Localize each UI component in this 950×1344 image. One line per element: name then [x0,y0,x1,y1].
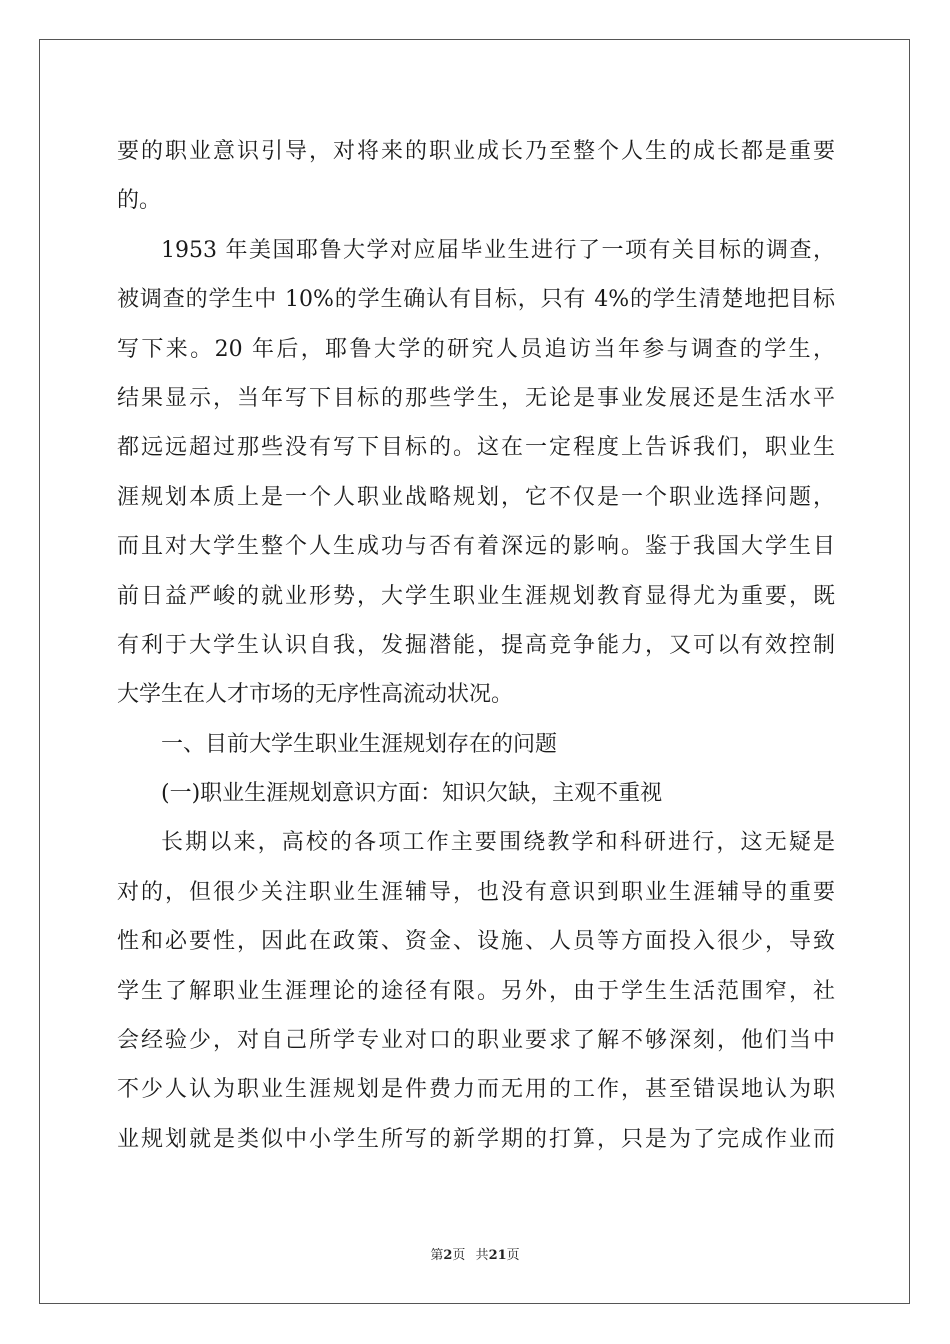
text-line: 都远远超过那些没有写下目标的。这在一定程度上告诉我们，职业生 [117,435,835,461]
page-prefix: 第 [430,1248,444,1263]
text-line: 会经验少，对自己所学专业对口的职业要求了解不够深刻，他们当中 [117,1028,835,1054]
text-line: 业规划就是类似中小学生所写的新学期的打算，只是为了完成作业而 [117,1126,835,1152]
text-line: 长期以来，高校的各项工作主要围绕教学和科研进行，这无疑是 [161,830,835,856]
text-line: 1953 年美国耶鲁大学对应届毕业生进行了一项有关目标的调查， [161,237,835,263]
text-line: 写下来。20 年后，耶鲁大学的研究人员追访当年参与调查的学生， [117,336,835,362]
text-line: 而且对大学生整个人生成功与否有着深远的影响。鉴于我国大学生目 [117,534,835,560]
text-line: 前日益严峻的就业形势，大学生职业生涯规划教育显得尤为重要，既 [117,583,835,609]
page-indicator [430,1248,465,1263]
text-line: 一、目前大学生职业生涯规划存在的问题 [161,731,558,757]
text-line: 不少人认为职业生涯规划是件费力而无用的工作，甚至错误地认为职 [117,1077,835,1103]
text-line: 的。 [117,188,162,214]
total-prefix: 共 [475,1248,489,1263]
page-number: 2 [443,1248,453,1263]
total-pages: 21 [488,1248,507,1263]
text-line: (一)职业生涯规划意识方面：知识欠缺，主观不重视 [161,781,663,807]
page-suffix: 页 [452,1248,466,1263]
page-footer [0,1244,950,1263]
text-line: 有利于大学生认识自我，发掘潜能，提高竞争能力，又可以有效控制 [117,632,835,658]
text-line: 要的职业意识引导，对将来的职业成长乃至整个人生的成长都是重要 [117,139,835,164]
text-line: 被调查的学生中 10%的学生确认有目标，只有 4%的学生清楚地把目标 [117,287,835,313]
total-suffix: 页 [506,1248,520,1263]
text-line: 大学生在人才市场的无序性高流动状况。 [117,682,514,708]
document-body [117,127,835,1164]
text-line: 结果显示，当年写下目标的那些学生，无论是事业发展还是生活水平 [117,385,835,411]
text-line: 涯规划本质上是一个人职业战略规划，它不仅是一个职业选择问题， [117,484,835,510]
total-indicator [476,1248,520,1263]
text-line: 性和必要性，因此在政策、资金、设施、人员等方面投入很少，导致 [117,929,835,955]
text-line: 对的，但很少关注职业生涯辅导，也没有意识到职业生涯辅导的重要 [117,879,835,905]
text-line: 学生了解职业生涯理论的途径有限。另外，由于学生生活范围窄，社 [117,978,835,1004]
